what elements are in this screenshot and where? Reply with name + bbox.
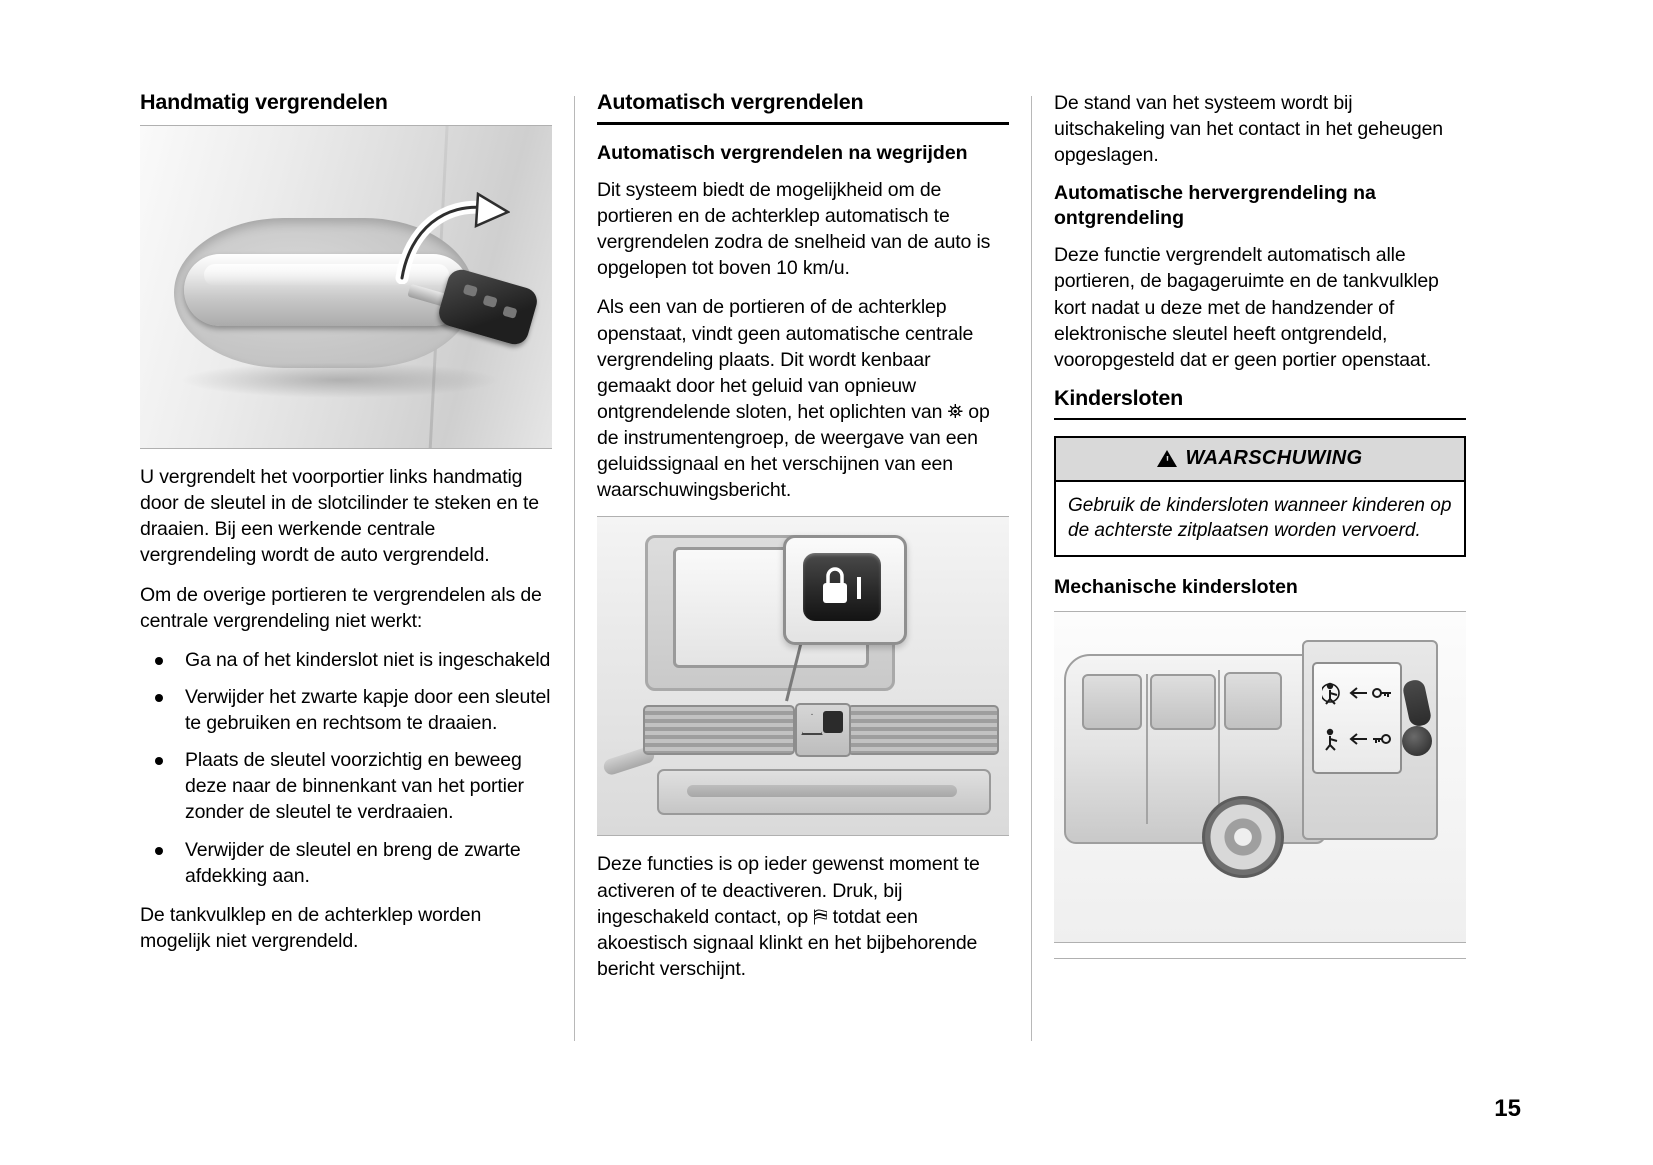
column-middle — [597, 90, 1009, 1050]
paragraph-system-memory: De stand van het systeem wordt bij uitschakeling van het contact in het geheugen opgeslagen. — [1054, 92, 1443, 167]
list-item: Ga na of het kinderslot niet is ingeschakeld — [140, 647, 552, 673]
lower-console-tray — [657, 769, 991, 815]
subheading-mechanical-child-locks: Mechanische kindersloten — [1054, 576, 1298, 599]
key-button-3 — [502, 306, 517, 319]
key-button-2 — [483, 295, 498, 308]
paragraph-auto-lock-1: Dit systeem biedt de mogelijkheid om de portieren en de achterklep automatisch te vergrendelen zodra de snelheid van de auto is opgelopen tot boven 10 km/u. — [597, 178, 991, 280]
column-divider-2 — [1031, 96, 1032, 1041]
child-lock-label-plate — [1312, 662, 1402, 774]
warning-text: Gebruik de kindersloten wanneer kinderen op de achterste zitplaatsen worden vervoerd. — [1068, 494, 1452, 542]
column-left — [140, 90, 552, 1050]
column-right — [1054, 90, 1466, 1050]
padlock-icon — [803, 553, 881, 621]
page-columns — [140, 90, 1520, 1050]
warning-header — [1056, 438, 1464, 482]
arrow-left-icon — [1348, 686, 1368, 700]
paragraph-manual-lock-2: Om de overige portieren te vergrendelen als de centrale vergrendeling niet werkt: — [140, 583, 542, 632]
central-lock-button-dash — [823, 711, 843, 733]
key-locked-icon — [1372, 730, 1392, 748]
arrow-left-icon — [1348, 732, 1368, 746]
handle-shadow — [180, 362, 500, 398]
van-window-middle — [1150, 674, 1216, 730]
central-lock-button-zoom — [803, 553, 881, 621]
list-item: Verwijder de sleutel en breng de zwarte afdekking aan. — [140, 837, 552, 889]
warning-title: WAARSCHUWING — [1185, 446, 1363, 469]
figure-bottom-rule — [1054, 958, 1466, 959]
warning-triangle-icon — [1157, 450, 1177, 467]
subheading-auto-relock: Automatische hervergrendeling na ontgrendeling — [1054, 182, 1376, 230]
child-seat-icon — [1322, 727, 1344, 751]
child-seat-icon — [1322, 681, 1344, 705]
figure-dashboard-lock-button — [597, 516, 1009, 836]
key-button-1 — [463, 284, 478, 297]
rotate-arrow-icon — [392, 192, 510, 284]
paragraph-auto-lock-closing: Deze functies is op ieder gewenst moment te activeren of te deactiveren. Druk, bij ingeschakeld contact, op ⛿ totdat een akoestisch signaal klinkt en het bijbehorende bericht verschijnt. — [597, 853, 980, 980]
paragraph-auto-lock-2: Als een van de portieren of de achterklep openstaat, vindt geen automatische centrale vergrendeling plaats. Dit wordt kenbaar gemaakt door het geluid van opnieuw ontgrendelende sloten, het oplichten van ⛯ op de instrumentengroep, de weergave van een geluidssignaal en het verschijnen van een waarschuwingsbericht. — [597, 296, 990, 502]
child-lock-symbol-row-unlocked — [1322, 676, 1392, 710]
list-item: Plaats de sleutel voorzichtig en beweeg deze naar de binnenkant van het portier zonder de sleutel te verdraaien. — [140, 747, 552, 825]
column-divider-1 — [574, 96, 575, 1041]
subheading-auto-lock-after-driving: Automatisch vergrendelen na wegrijden — [597, 142, 968, 164]
section-heading-manual-locking: Handmatig vergrendelen — [140, 90, 388, 114]
section-heading-auto-locking: Automatisch vergrendelen — [597, 90, 1009, 125]
child-lock-symbol-row-locked — [1322, 722, 1392, 756]
manual-lock-steps-list — [140, 647, 552, 889]
air-vent-left — [643, 705, 795, 755]
paragraph-manual-lock-closing: De tankvulklep en de achterklep worden mogelijk niet vergrendeld. — [140, 903, 482, 952]
section-heading-child-locks: Kindersloten — [1054, 386, 1466, 420]
figure-van-child-lock — [1054, 611, 1466, 943]
warning-box — [1054, 436, 1466, 558]
figure-door-handle — [140, 125, 552, 449]
van-door-seam-1 — [1146, 674, 1148, 824]
paragraph-manual-lock-1: U vergrendelt het voorportier links handmatig door de sleutel in de slotcilinder te steken en te draaien. Bij een werkende centrale vergrendeling wordt de auto vergrendeld. — [140, 466, 540, 567]
page-number: 15 — [1494, 1095, 1521, 1122]
list-item: Verwijder het zwarte kapje door een sleutel te gebruiken en rechtsom te draaien. — [140, 684, 552, 736]
air-vent-right — [847, 705, 999, 755]
key-unlocked-icon — [1372, 684, 1392, 702]
van-rear-wheel — [1202, 796, 1284, 878]
paragraph-auto-relock: Deze functie vergrendelt automatisch alle portieren, de bagageruimte en de tankvulklep kort nadat u deze met de handzender of elektronische sleutel heeft ontgrendeld, vooropgesteld dat er geen portier openstaat. — [1054, 244, 1439, 371]
van-window-front — [1082, 674, 1142, 730]
van-window-rear — [1224, 672, 1282, 730]
